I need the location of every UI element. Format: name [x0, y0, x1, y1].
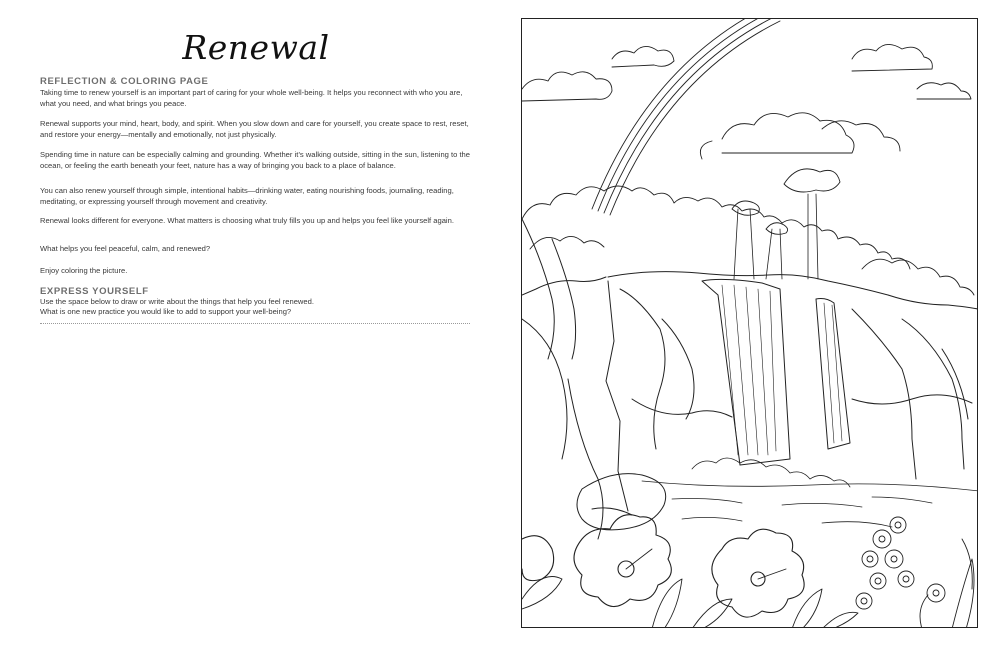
small-flowers — [856, 517, 945, 609]
paragraph-taking-time: Taking time to renew yourself is an important part of caring for your whole well-being. It helps you reconnect with who you are, what you need, and what brings you peace. — [40, 88, 463, 108]
clouds — [522, 44, 971, 159]
dotted-divider — [40, 323, 470, 324]
coloring-page-illustration — [521, 18, 978, 628]
page-title: Renewal — [182, 28, 330, 67]
enjoy-coloring-text: Enjoy coloring the picture. — [40, 266, 128, 275]
paragraph-renewal-supports: Renewal supports your mind, heart, body, and spirit. When you slow down and care for yourself, you create space to rest, reset, and restore your energy—mentally and emotionally, not just physically. — [40, 119, 469, 139]
reflection-heading: REFLECTION & COLORING PAGE — [40, 76, 209, 87]
express-heading: EXPRESS YOURSELF — [40, 286, 149, 297]
express-line-1: Use the space below to draw or write about the things that help you feel renewed. — [40, 297, 314, 306]
foliage — [522, 539, 974, 628]
paragraph-different: Renewal looks different for everyone. What matters is choosing what truly fills you up and helps you feel like yourself again. — [40, 216, 454, 225]
hibiscus-flowers — [522, 515, 804, 617]
paragraph-nature: Spending time in nature can be especially calming and grounding. Whether it’s walking outside, sitting in the sun, listening to the ocean, or feeling the earth beneath your feet, nature has a way of bringing you back to a place of balance. — [40, 150, 471, 170]
rainbow — [592, 19, 780, 215]
pool — [642, 481, 978, 527]
waterfall — [702, 279, 850, 465]
mist — [692, 458, 850, 487]
paragraph-habits: You can also renew yourself through simple, intentional habits—drinking water, eating nourishing foods, journaling, reading, meditating, or expressing yourself through movement and creativity. — [40, 186, 454, 206]
express-line-2: What is one new practice you would like to add to support your well-being? — [40, 307, 292, 316]
question-peaceful: What helps you feel peaceful, calm, and renewed? — [40, 244, 211, 253]
